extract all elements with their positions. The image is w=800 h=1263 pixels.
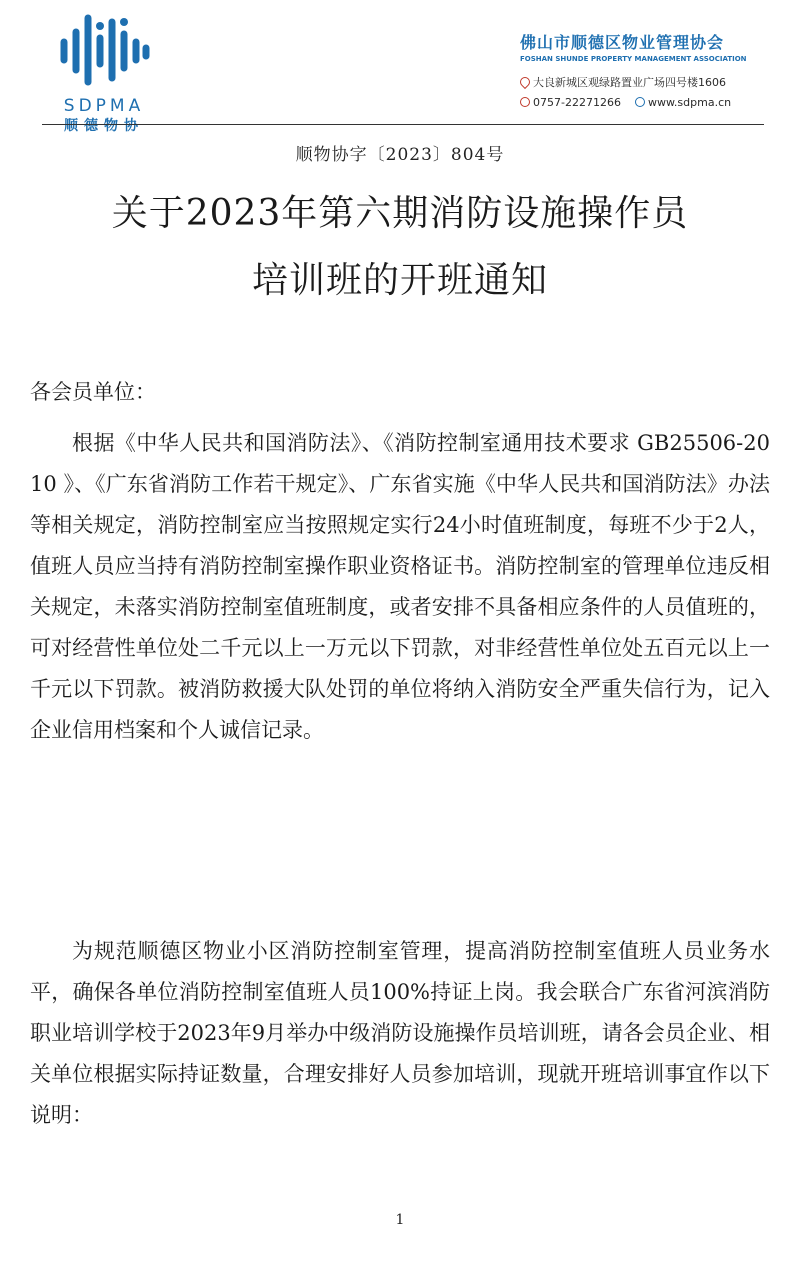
body-paragraph-1: 根据《中华人民共和国消防法》、《消防控制室通用技术要求 GB25506-2010 》、《广东省消防工作若干规定》、广东省实施《中华人民共和国消防法》办法等相关规定，消防控制室应当按照规定实行24小时值班制度，每班不少于2人，值班人员应当持有消防控制室操作职业资格证书。消防控制室的管理单位违反相关规定，未落实消防控制室值班制度，或者安排不具备相应条件的人员值班的，可对经营性单位处二千元以上一万元以下罚款，对非经营性单位处五百元以上一千元以下罚款。被消防救援大队处罚的单位将纳入消防安全严重失信行为，记入企业信用档案和个人诚信记录。 [30, 431, 770, 742]
organization-name-en: FOSHAN SHUNDE PROPERTY MANAGEMENT ASSOCIATION [520, 55, 747, 63]
location-pin-icon [518, 75, 532, 89]
phone-icon [520, 97, 530, 107]
logo-abbreviation: SDPMA [63, 96, 145, 116]
organization-phone: 0757-22271266 [533, 96, 621, 109]
organization-name-cn: 佛山市顺德区物业管理协会 [520, 33, 725, 52]
globe-icon [635, 97, 645, 107]
organization-website: www.sdpma.cn [647, 96, 732, 109]
sound-bars-logo-icon [58, 12, 150, 92]
document-title-line-2: 培训班的开班通知 [251, 260, 548, 301]
organization-contact-line [520, 96, 770, 109]
organization-info [520, 30, 770, 109]
logo-chinese-name: 顺德物协 [64, 118, 144, 134]
body-paragraph-2: 为规范顺德区物业小区消防控制室管理，提高消防控制室值班人员业务水平，确保各单位消防控制室值班人员100%持证上岗。我会联合广东省河滨消防职业培训学校于2023年9月举办中级消防设施操作员培训班，请各会员企业、相关单位根据实际持证数量，合理安排好人员参加培训，现就开班培训事宜作以下说明： [30, 939, 770, 1127]
header-divider [42, 124, 764, 125]
page-number: 1 [395, 1212, 405, 1228]
organization-address: 大良新城区观绿路置业广场四号楼1606 [533, 76, 726, 89]
document-number: 顺物协字〔2023〕804号 [295, 145, 505, 165]
salutation: 各会员单位： [30, 380, 156, 404]
organization-address-line [520, 74, 770, 90]
association-logo [52, 12, 162, 134]
document-title-line-1: 关于2023年第六期消防设施操作员 [111, 193, 689, 234]
